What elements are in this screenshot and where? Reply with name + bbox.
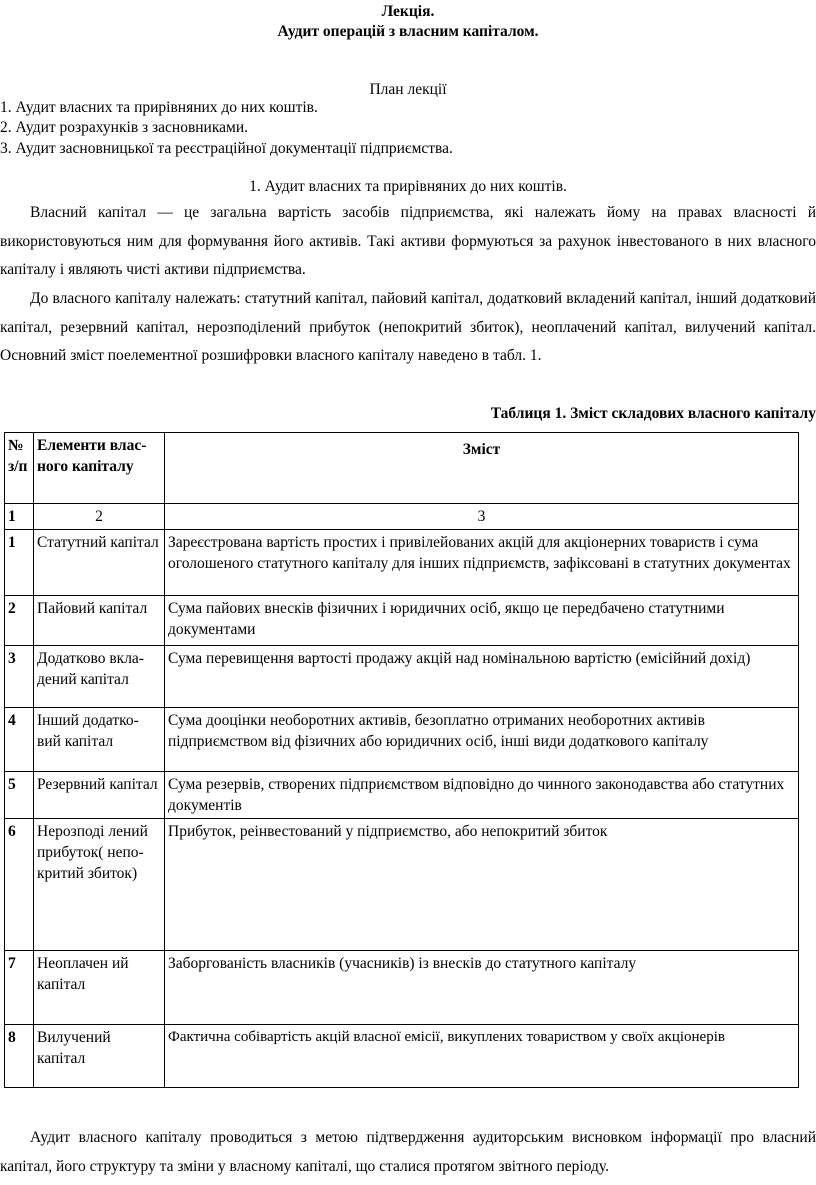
row-num: 2 <box>5 596 34 646</box>
header-content: Зміст <box>165 433 799 504</box>
header-element-line: ного капіталу <box>37 458 134 475</box>
row-content: Прибуток, реінвестований у підприємство, або непокритий збиток <box>165 819 799 951</box>
row-element: Неоплачен ий капітал <box>34 951 165 1025</box>
row-content: Зареєстрована вартість простих і привілейованих акцій для акціонерних товариств і сума оголошеного статутного капіталу для інших підприємств, зафіксовані в статутних документах <box>165 530 799 596</box>
row-content: Заборгованість власників (учасників) із внесків до статутного капіталу <box>165 951 799 1025</box>
row-element: Інший додатко-вий капітал <box>34 708 165 772</box>
row-content: Сума дооцінки необоротних активів, безоплатно отриманих необоротних активів підприємством від фізичних або юридичних осіб, інші види додаткового капіталу <box>165 708 799 772</box>
table-caption: Таблиця 1. Зміст складових власного капіталу <box>490 405 816 422</box>
table-row <box>5 772 799 819</box>
table-row <box>5 819 799 951</box>
row-num: 3 <box>5 646 34 708</box>
paragraph <box>0 1124 816 1181</box>
plan-item: 1. Аудит власних та прирівняних до них коштів. <box>0 99 318 116</box>
row-num: 6 <box>5 819 34 951</box>
row-num: 7 <box>5 951 34 1025</box>
row-num: 1 <box>5 530 34 596</box>
table-row <box>5 951 799 1025</box>
col-number: 3 <box>165 504 799 530</box>
table-row <box>5 530 799 596</box>
header-element-line: Елементи влас- <box>37 437 147 454</box>
col-number: 2 <box>34 504 165 530</box>
row-num: 5 <box>5 772 34 819</box>
lecture-subtitle: Аудит операцій з власним капіталом. <box>277 23 539 40</box>
lecture-title: Лекція. <box>381 3 435 20</box>
row-element: Нерозподі лений прибуток( непо-критий збиток) <box>34 819 165 951</box>
plan-heading: План лекції <box>369 81 447 98</box>
header-num <box>5 433 34 504</box>
paragraph <box>0 199 816 285</box>
row-content: Сума перевищення вартості продажу акцій над номінальною вартістю (емісійний дохід) <box>165 646 799 708</box>
row-element: Додатково вкла-дений капітал <box>34 646 165 708</box>
header-element <box>34 433 165 504</box>
table-row <box>5 596 799 646</box>
capital-table <box>4 432 799 1088</box>
table-row <box>5 708 799 772</box>
paragraph-text: До власного капіталу належать: статутний капітал, пайовий капітал, додатковий вкладений капітал, інший додатковий капітал, резервний капітал, нерозподілений прибуток (непокритий збиток), неоплачений капітал, вилучений капітал. Основний зміст поелементної розшифровки власного капіталу наведено в табл. 1. <box>0 290 816 364</box>
section-heading: 1. Аудит власних та прирівняних до них коштів. <box>249 178 567 195</box>
paragraph-text: Власний капітал — це загальна вартість засобів підприємства, які належать йому на правах власності й використовуються ним для формування його активів. Такі активи формуються за рахунок інвестованого в них власного капіталу і являють чисті активи підприємства. <box>0 204 816 278</box>
row-element: Статутний капітал <box>34 530 165 596</box>
row-content: Сума резервів, створених підприємством відповідно до чинного законодавства або статутних документів <box>165 772 799 819</box>
row-num: 8 <box>5 1025 34 1088</box>
plan-item: 3. Аудит засновницької та реєстраційної документації підприємства. <box>0 140 453 157</box>
column-number-row <box>5 504 799 530</box>
paragraph <box>0 285 816 371</box>
plan-item: 2. Аудит розрахунків з засновниками. <box>0 119 248 136</box>
header-num-line: з/п <box>8 458 28 475</box>
table-row <box>5 1025 799 1088</box>
col-number: 1 <box>5 504 34 530</box>
paragraph-text: Аудит власного капіталу проводиться з метою підтвердження аудиторським висновком інформації про власний капітал, його структуру та зміни у власному капіталі, що сталися протягом звітного періоду. <box>0 1129 816 1175</box>
row-element: Пайовий капітал <box>34 596 165 646</box>
row-element: Вилучений капітал <box>34 1025 165 1088</box>
row-num: 4 <box>5 708 34 772</box>
row-content: Фактична собівартість акцій власної емісії, викуплених товариством у своїх акціонерів <box>165 1025 799 1088</box>
table-row <box>5 646 799 708</box>
row-element: Резервний капітал <box>34 772 165 819</box>
header-num-line: № <box>8 437 24 454</box>
row-content: Сума пайових внесків фізичних і юридичних осіб, якщо це передбачено статутними документами <box>165 596 799 646</box>
table-header-row <box>5 433 799 504</box>
